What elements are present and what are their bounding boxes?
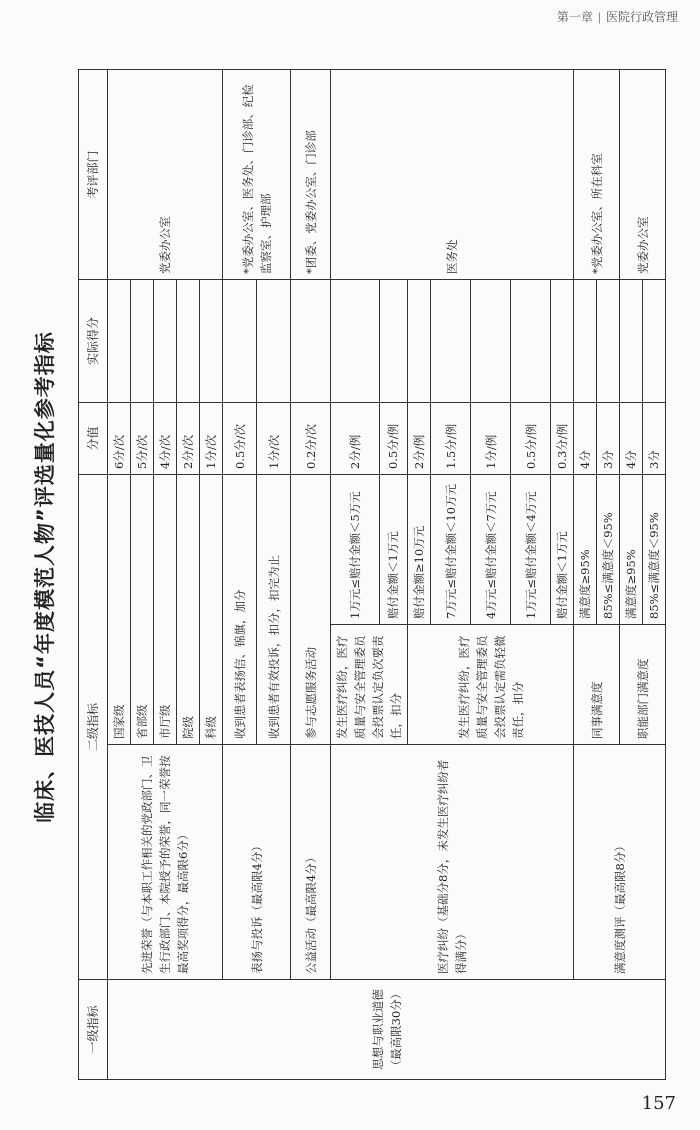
range-cell: 85%≤满意度＜95% xyxy=(597,475,620,625)
section-label: 医院行政管理 xyxy=(605,10,678,24)
actual-score-cell xyxy=(574,280,597,403)
dispute-block-label: 发生医疗纠纷，医疗质量与安全管理委员会投票认定负次要责任，扣分 xyxy=(331,625,408,745)
rotated-content xyxy=(24,62,661,1092)
actual-score-cell xyxy=(597,280,620,403)
public-item: 参与志愿服务活动 xyxy=(291,475,331,745)
public-label: 公益活动（最高限4分） xyxy=(291,745,331,980)
score-cell: 3分 xyxy=(597,403,620,475)
dept-cell: *团委、党委办公室、门诊部 xyxy=(291,70,331,280)
dept-cell: *党委办公室、所在科室 xyxy=(574,70,620,280)
range-cell: 赔付金额≥10万元 xyxy=(408,475,431,625)
actual-score-cell xyxy=(154,280,177,403)
score-cell: 0.2分/次 xyxy=(291,403,331,475)
honor-item: 省部级 xyxy=(131,475,154,745)
satisfaction-block-label: 职能部门满意度 xyxy=(620,625,666,745)
actual-score-cell xyxy=(643,280,666,403)
score-cell: 4分 xyxy=(620,403,643,475)
score-cell: 2分/例 xyxy=(408,403,431,475)
table-header-row xyxy=(79,70,108,1080)
table-row xyxy=(331,70,380,1080)
actual-score-cell xyxy=(331,280,380,403)
actual-score-cell xyxy=(471,280,511,403)
chapter-label: 第一章 xyxy=(556,10,593,24)
dispute-block-label: 发生医疗纠纷，医疗质量与安全管理委员会投票认定需负轻微责任，扣分 xyxy=(408,625,574,745)
score-cell: 2分/次 xyxy=(177,403,200,475)
score-cell: 6分/次 xyxy=(108,403,131,475)
honor-item: 院级 xyxy=(177,475,200,745)
header-actual: 实际得分 xyxy=(79,280,108,403)
score-cell: 1分/次 xyxy=(200,403,223,475)
praise-label: 表扬与投诉（最高限4分） xyxy=(223,745,291,980)
actual-score-cell xyxy=(108,280,131,403)
running-head-separator: | xyxy=(597,10,601,24)
score-cell: 0.5分/例 xyxy=(379,403,407,475)
honor-item: 科级 xyxy=(200,475,223,745)
actual-score-cell xyxy=(223,280,257,403)
dept-cell: 党委办公室 xyxy=(108,70,223,280)
level1-cell: 思想与职业道德（最高限30分） xyxy=(108,980,666,1080)
range-cell: 1万元≤赔付金额＜4万元 xyxy=(511,475,551,625)
score-cell: 4分 xyxy=(574,403,597,475)
actual-score-cell xyxy=(551,280,574,403)
actual-score-cell xyxy=(131,280,154,403)
score-cell: 1分/次 xyxy=(257,403,291,475)
actual-score-cell xyxy=(257,280,291,403)
actual-score-cell xyxy=(408,280,431,403)
score-cell: 5分/次 xyxy=(131,403,154,475)
actual-score-cell xyxy=(379,280,407,403)
score-cell: 0.5分/例 xyxy=(511,403,551,475)
indicator-table xyxy=(78,69,666,1080)
actual-score-cell xyxy=(620,280,643,403)
actual-score-cell xyxy=(431,280,471,403)
header-score: 分值 xyxy=(79,403,108,475)
score-cell: 1分/例 xyxy=(471,403,511,475)
running-head xyxy=(557,8,678,25)
score-cell: 4分/次 xyxy=(154,403,177,475)
dept-cell: 医务处 xyxy=(331,70,574,280)
range-cell: 85%≤满意度＜95% xyxy=(643,475,666,625)
satisfaction-block-label: 同事满意度 xyxy=(574,625,620,745)
header-level1: 一级指标 xyxy=(79,980,108,1080)
table-row xyxy=(223,70,257,1080)
range-cell: 满意度≥95% xyxy=(620,475,643,625)
score-cell: 3分 xyxy=(643,403,666,475)
actual-score-cell xyxy=(511,280,551,403)
dispute-label: 医疗纠纷（基础分8分，未发生医疗纠纷者得满分） xyxy=(331,745,574,980)
range-cell: 满意度≥95% xyxy=(574,475,597,625)
dept-cell: 党委办公室 xyxy=(620,70,666,280)
actual-score-cell xyxy=(177,280,200,403)
actual-score-cell xyxy=(200,280,223,403)
table-row xyxy=(574,70,597,1080)
score-cell: 2分/例 xyxy=(331,403,380,475)
praise-item: 收到患者有效投诉，扣分，扣完为止 xyxy=(257,475,291,745)
dept-cell: *党委办公室、医务处、门诊部、纪检监察室、护理部 xyxy=(223,70,291,280)
header-level2: 二级指标 xyxy=(79,475,108,980)
honor-label: 先进荣誉（与本职工作相关的党政部门、卫生行政部门、本院授予的荣誉，同一荣誉按最高奖项得分，最高限6分） xyxy=(108,745,223,980)
page-title: 临床、医技人员“年度模范人物”评选量化参考指标 xyxy=(33,331,57,823)
actual-score-cell xyxy=(291,280,331,403)
page-number: 157 xyxy=(641,1093,676,1114)
score-cell: 0.5分/次 xyxy=(223,403,257,475)
rotated-page-body xyxy=(24,62,661,1092)
score-cell: 1.5分/例 xyxy=(431,403,471,475)
score-cell: 0.3分/例 xyxy=(551,403,574,475)
satisfaction-label: 满意度测评（最高限8分） xyxy=(574,745,666,980)
header-dept: 考评部门 xyxy=(79,70,108,280)
range-cell: 赔付金额＜1万元 xyxy=(551,475,574,625)
honor-item: 国家级 xyxy=(108,475,131,745)
praise-item: 收到患者表扬信、锦旗，加分 xyxy=(223,475,257,745)
range-cell: 7万元≤赔付金额＜10万元 xyxy=(431,475,471,625)
honor-item: 市厅级 xyxy=(154,475,177,745)
table-row xyxy=(108,70,131,1080)
range-cell: 1万元≤赔付金额＜5万元 xyxy=(331,475,380,625)
range-cell: 赔付金额＜1万元 xyxy=(379,475,407,625)
table-row xyxy=(291,70,331,1080)
range-cell: 4万元≤赔付金额＜7万元 xyxy=(471,475,511,625)
